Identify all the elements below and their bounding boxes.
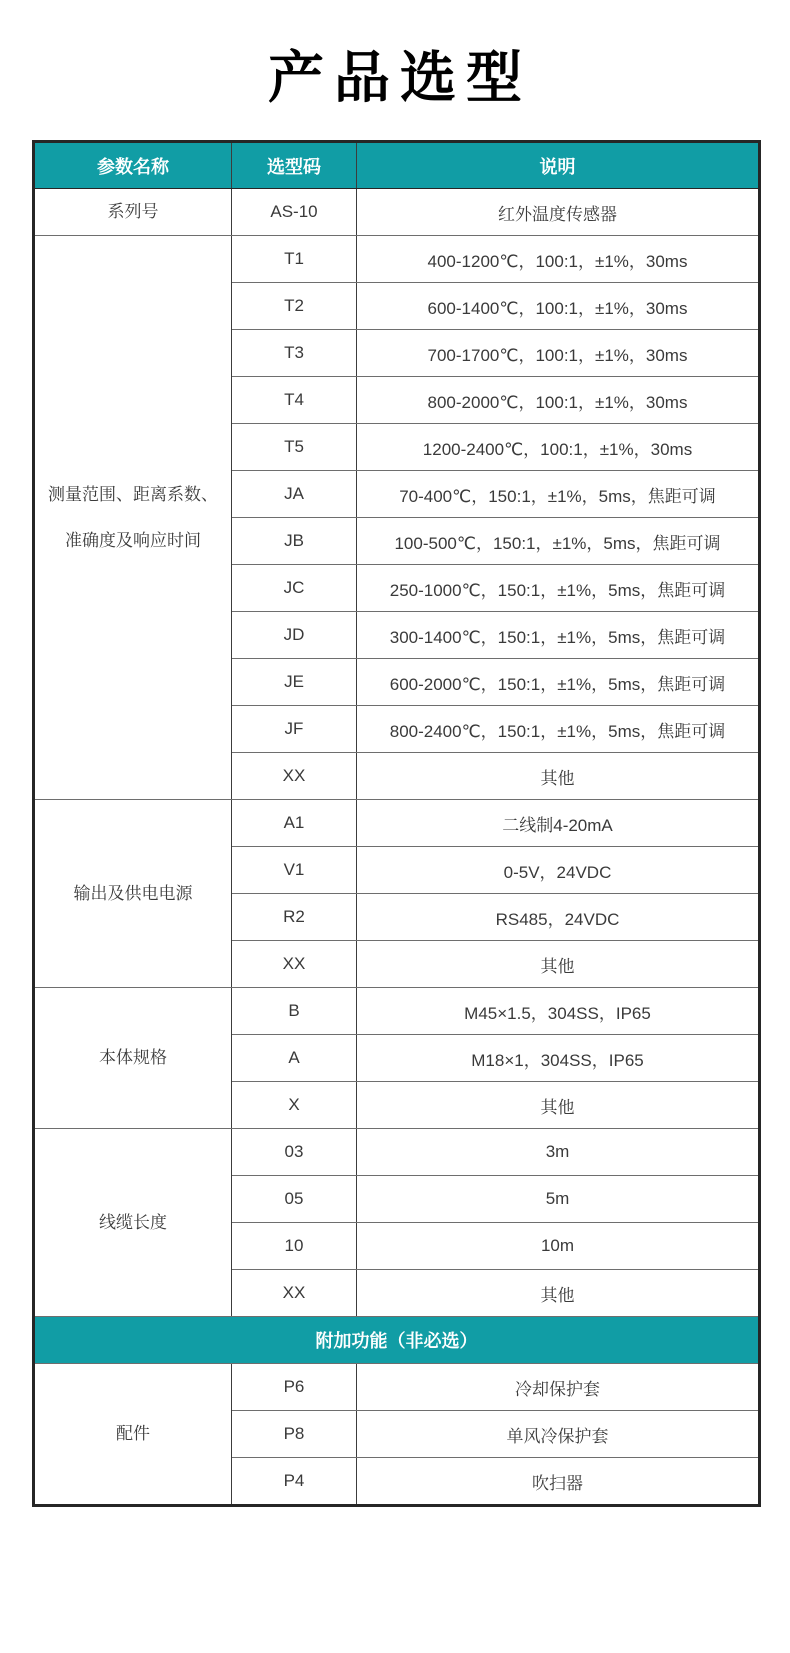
description-cell: 700-1700℃，100:1，±1%，30ms [357,330,760,377]
description-cell: 其他 [357,941,760,988]
table-row [34,800,760,847]
description-cell: M45×1.5，304SS，IP65 [357,988,760,1035]
param-name-cell [34,236,232,800]
description-cell: 红外温度传感器 [357,189,760,236]
header-row [34,142,760,189]
param-name-line: 配件 [116,1424,150,1444]
code-cell: P4 [232,1458,357,1506]
header-description: 说明 [357,142,760,189]
code-cell: T3 [232,330,357,377]
param-name-cell [34,988,232,1129]
description-cell: 二线制4-20mA [357,800,760,847]
code-cell: JB [232,518,357,565]
code-cell: A [232,1035,357,1082]
param-name-line: 系列号 [107,202,159,222]
param-name-cell [34,800,232,988]
param-name-line: 本体规格 [99,1048,167,1068]
description-cell: 800-2000℃，100:1，±1%，30ms [357,377,760,424]
param-name-line: 测量范围、距离系数、 [48,484,218,504]
code-cell: X [232,1082,357,1129]
code-cell: T4 [232,377,357,424]
code-cell: T1 [232,236,357,283]
code-cell: XX [232,753,357,800]
additional-functions-band-row [34,1317,760,1364]
description-cell: 3m [357,1129,760,1176]
param-name-cell [34,189,232,236]
description-cell: 5m [357,1176,760,1223]
code-cell: 10 [232,1223,357,1270]
description-cell: 冷却保护套 [357,1364,760,1411]
page [0,34,790,1507]
description-cell: 单风冷保护套 [357,1411,760,1458]
code-cell: JD [232,612,357,659]
description-cell: 1200-2400℃，100:1，±1%，30ms [357,424,760,471]
code-cell: A1 [232,800,357,847]
code-cell: JE [232,659,357,706]
description-cell: 600-2000℃，150:1，±1%，5ms，焦距可调 [357,659,760,706]
code-cell: R2 [232,894,357,941]
table-row [34,236,760,283]
code-cell: V1 [232,847,357,894]
table-body [34,189,760,1506]
param-name-line: 输出及供电电源 [73,883,193,903]
table-row [34,1364,760,1411]
table-header [34,142,760,189]
description-cell: 600-1400℃，100:1，±1%，30ms [357,283,760,330]
code-cell: JC [232,565,357,612]
description-cell: 0-5V，24VDC [357,847,760,894]
description-cell: 70-400℃，150:1，±1%，5ms，焦距可调 [357,471,760,518]
code-cell: B [232,988,357,1035]
param-name-line: 线缆长度 [99,1212,167,1232]
description-cell: 其他 [357,1082,760,1129]
product-selection-table [32,140,761,1507]
description-cell: 100-500℃，150:1，±1%，5ms，焦距可调 [357,518,760,565]
code-cell: JA [232,471,357,518]
table-row [34,189,760,236]
header-param-name: 参数名称 [34,142,232,189]
code-cell: AS-10 [232,189,357,236]
description-cell: 400-1200℃，100:1，±1%，30ms [357,236,760,283]
description-cell: 250-1000℃，150:1，±1%，5ms，焦距可调 [357,565,760,612]
description-cell: 800-2400℃，150:1，±1%，5ms，焦距可调 [357,706,760,753]
code-cell: 03 [232,1129,357,1176]
param-name-line: 准确度及响应时间 [65,530,201,550]
page-title: 产品选型 [268,46,532,109]
description-cell: 其他 [357,753,760,800]
code-cell: P6 [232,1364,357,1411]
code-cell: XX [232,941,357,988]
header-code: 选型码 [232,142,357,189]
param-name-cell [34,1129,232,1317]
description-cell: 其他 [357,1270,760,1317]
code-cell: T5 [232,424,357,471]
code-cell: T2 [232,283,357,330]
description-cell: M18×1，304SS，IP65 [357,1035,760,1082]
param-name-cell [34,1364,232,1506]
description-cell: 300-1400℃，150:1，±1%，5ms，焦距可调 [357,612,760,659]
description-cell: 10m [357,1223,760,1270]
table-row [34,1129,760,1176]
description-cell: RS485，24VDC [357,894,760,941]
code-cell: 05 [232,1176,357,1223]
code-cell: P8 [232,1411,357,1458]
additional-functions-band: 附加功能（非必选） [34,1317,760,1364]
code-cell: JF [232,706,357,753]
code-cell: XX [232,1270,357,1317]
description-cell: 吹扫器 [357,1458,760,1506]
table-row [34,988,760,1035]
